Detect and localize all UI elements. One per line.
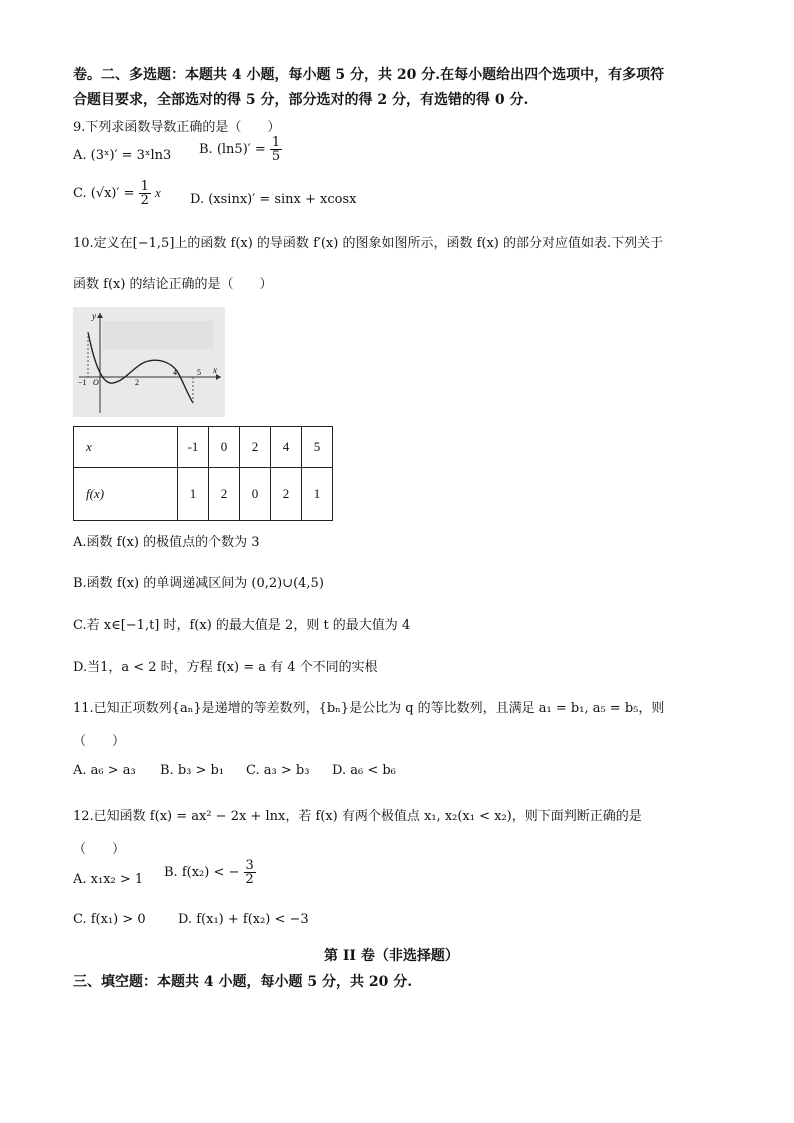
graph-y-label: y	[92, 311, 96, 321]
q9-b-denominator: 5	[271, 149, 281, 164]
table-row	[74, 468, 333, 521]
table-cell: 1	[178, 468, 209, 521]
q9-option-a: A. (3ˣ)′ = 3ˣln3	[73, 148, 172, 163]
graph-five-label: 5	[197, 368, 201, 377]
part-two-title: 第 II 卷（非选择题）	[324, 948, 459, 964]
table-cell: -1	[178, 427, 209, 468]
q9-option-c-prefix: C. (√x)′ =	[73, 186, 135, 201]
q11-stem-line2: （ ）	[73, 734, 126, 749]
q9-option-c-post: x	[155, 185, 161, 200]
table-cell: 2	[240, 427, 271, 468]
q11-stem-line1: 11.已知正项数列{aₙ}是递增的等差数列，{bₙ}是公比为 q 的等比数列，且满足 a₁ = b₁, a₅ = b₅，则	[73, 701, 665, 716]
q9-b-numerator: 1	[271, 135, 281, 150]
q12-option-b-prefix: B. f(x₂) < −	[164, 865, 240, 880]
q9-stem: 9.下列求函数导数正确的是（ ）	[73, 120, 281, 135]
q12-stem-line2: （ ）	[73, 842, 126, 857]
q9-option-b	[199, 136, 282, 163]
table-cell: 5	[302, 427, 333, 468]
section2-line1: 卷。二、多选题：本题共 4 小题，每小题 5 分，共 20 分.在每小题给出四个选项中，有多项符	[73, 67, 665, 83]
q11-option-d: D. a₆ < b₆	[332, 763, 396, 778]
q10-option-c: C.若 x∈[−1,t] 时，f(x) 的最大值是 2，则 t 的最大值为 4	[73, 618, 411, 633]
q9-option-c	[73, 180, 161, 207]
table-cell: 1	[302, 468, 333, 521]
q12-option-b	[164, 859, 256, 886]
q12-option-b-fraction	[244, 859, 256, 886]
graph-x-label: x	[213, 365, 217, 375]
q12-option-d: D. f(x₁) + f(x₂) < −3	[178, 912, 309, 927]
q12-option-c: C. f(x₁) > 0	[73, 912, 146, 927]
q10-stem-line2: 函数 f(x) 的结论正确的是（ ）	[73, 277, 273, 292]
q9-c-numerator: 1	[140, 179, 149, 194]
section3-header: 三、填空题：本题共 4 小题，每小题 5 分，共 20 分.	[73, 974, 413, 990]
derivative-graph	[73, 307, 225, 417]
table-cell: 2	[209, 468, 240, 521]
graph-four-label: 4	[173, 368, 177, 377]
q11-option-c: C. a₃ > b₃	[246, 763, 310, 778]
q9-option-c-fraction	[139, 180, 151, 207]
q11-option-b: B. b₃ > b₁	[160, 763, 225, 778]
q12-option-a: A. x₁x₂ > 1	[73, 872, 144, 887]
table-row	[74, 427, 333, 468]
graph-origin-label: O	[93, 378, 99, 387]
value-table	[73, 426, 333, 521]
q10-option-a: A.函数 f(x) 的极值点的个数为 3	[73, 535, 260, 550]
q12-b-denominator: 2	[245, 872, 254, 887]
q10-option-d: D.当1，a < 2 时，方程 f(x) = a 有 4 个不同的实根	[73, 660, 378, 675]
table-cell: 0	[240, 468, 271, 521]
graph-neg1-label: −1	[78, 378, 87, 387]
q12-stem-line1: 12.已知函数 f(x) = ax² − 2x + lnx，若 f(x) 有两个极值点 x₁, x₂(x₁ < x₂)，则下面判断正确的是	[73, 809, 642, 824]
table-cell: 0	[209, 427, 240, 468]
q12-b-numerator: 3	[245, 858, 254, 873]
q10-option-b: B.函数 f(x) 的单调递减区间为 (0,2)∪(4,5)	[73, 576, 324, 591]
q11-option-a: A. a₆ > a₃	[73, 763, 136, 778]
q9-option-d: D. (xsinx)′ = sinx + xcosx	[190, 192, 357, 207]
q9-option-b-fraction	[270, 136, 282, 163]
table-cell: 4	[271, 427, 302, 468]
table-cell: f(x)	[74, 468, 178, 521]
graph-two-label: 2	[135, 378, 139, 387]
table-cell: 2	[271, 468, 302, 521]
q9-option-b-prefix: B. (ln5)′ =	[199, 142, 266, 157]
q10-stem-line1: 10.定义在[−1,5]上的函数 f(x) 的导函数 f′(x) 的图象如图所示，函数 f(x) 的部分对应值如表.下列关于	[73, 236, 664, 251]
q9-c-denominator: 2	[140, 193, 149, 208]
table-cell: x	[74, 427, 178, 468]
section2-line2: 合题目要求，全部选对的得 5 分，部分选对的得 2 分，有选错的得 0 分.	[73, 92, 529, 108]
